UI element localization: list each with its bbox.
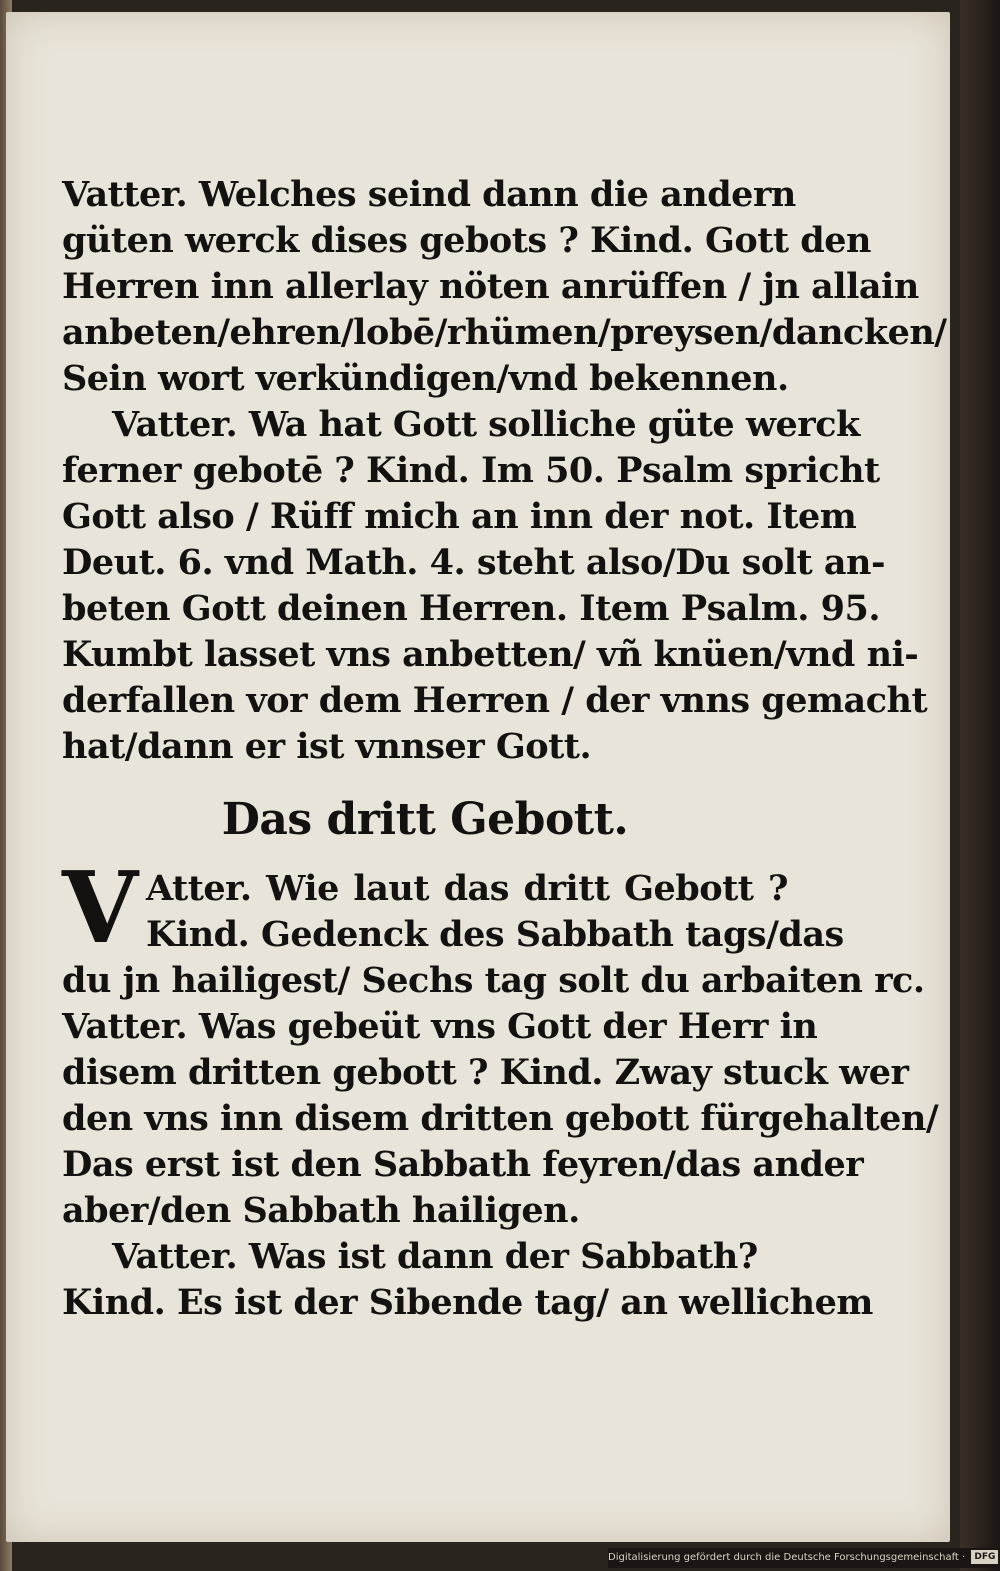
text-line: ferner gebotē ? Kind. Im 50. Psalm spricht [62,450,880,491]
text-line: Vatter. Wa hat Gott solliche güte werck [112,404,860,445]
dropcap-paragraph [62,851,844,966]
footer-text: Digitalisierung gefördert durch die Deutsche Forschungsgemeinschaft · [608,1552,966,1563]
text-line: den vns inn disem dritten gebott fürgehalten/ [62,1098,939,1139]
text-line: Atter. Wie laut das dritt Gebott ? [146,868,788,909]
text-line: Kumbt lasset vns anbetten/ vñ knüen/vnd ni- [62,634,919,675]
text-line: Sein wort verkündigen/vnd bekennen. [62,358,789,399]
text-line: Kind. Gedenck des Sabbath tags/das [146,914,844,955]
text-line: Gott also / Rüff mich an inn der not. Item [62,496,857,537]
section-heading: Das dritt Gebott. [221,794,629,845]
text-line: güten werck dises gebots ? Kind. Gott den [62,220,871,261]
text-line: derfallen vor dem Herren / der vnns gemacht [62,680,928,721]
drop-cap: V [62,851,138,966]
text-line: du jn hailigest/ Sechs tag solt du arbaiten rc. [62,960,925,1001]
text-line: Herren inn allerlay nöten anrüffen / jn allain [62,266,919,307]
text-line: anbeten/ehren/lobē/rhümen/preysen/dancken/ [62,312,947,353]
text-line: aber/den Sabbath hailigen. [62,1190,580,1231]
text-line: Vatter. Was ist dann der Sabbath? [112,1236,758,1277]
page-text [62,172,947,1326]
book-page [6,12,950,1542]
dfg-logo: DFG [971,1550,998,1564]
text-line: Kind. Es ist der Sibende tag/ an wellichem [62,1282,873,1323]
text-line: Das erst ist den Sabbath feyren/das ander [62,1144,864,1185]
text-line: disem dritten gebott ? Kind. Zway stuck wer [62,1052,909,1093]
digitization-footer [608,1548,1000,1568]
text-line: Vatter. Welches seind dann die andern [62,174,796,215]
text-line: Vatter. Was gebeüt vns Gott der Herr in [62,1006,818,1047]
text-line: beten Gott deinen Herren. Item Psalm. 95. [62,588,881,629]
text-line: hat/dann er ist vnnser Gott. [62,726,592,767]
text-line: Deut. 6. vnd Math. 4. steht also/Du solt an- [62,542,885,583]
scan-right-edge [960,0,1000,1571]
